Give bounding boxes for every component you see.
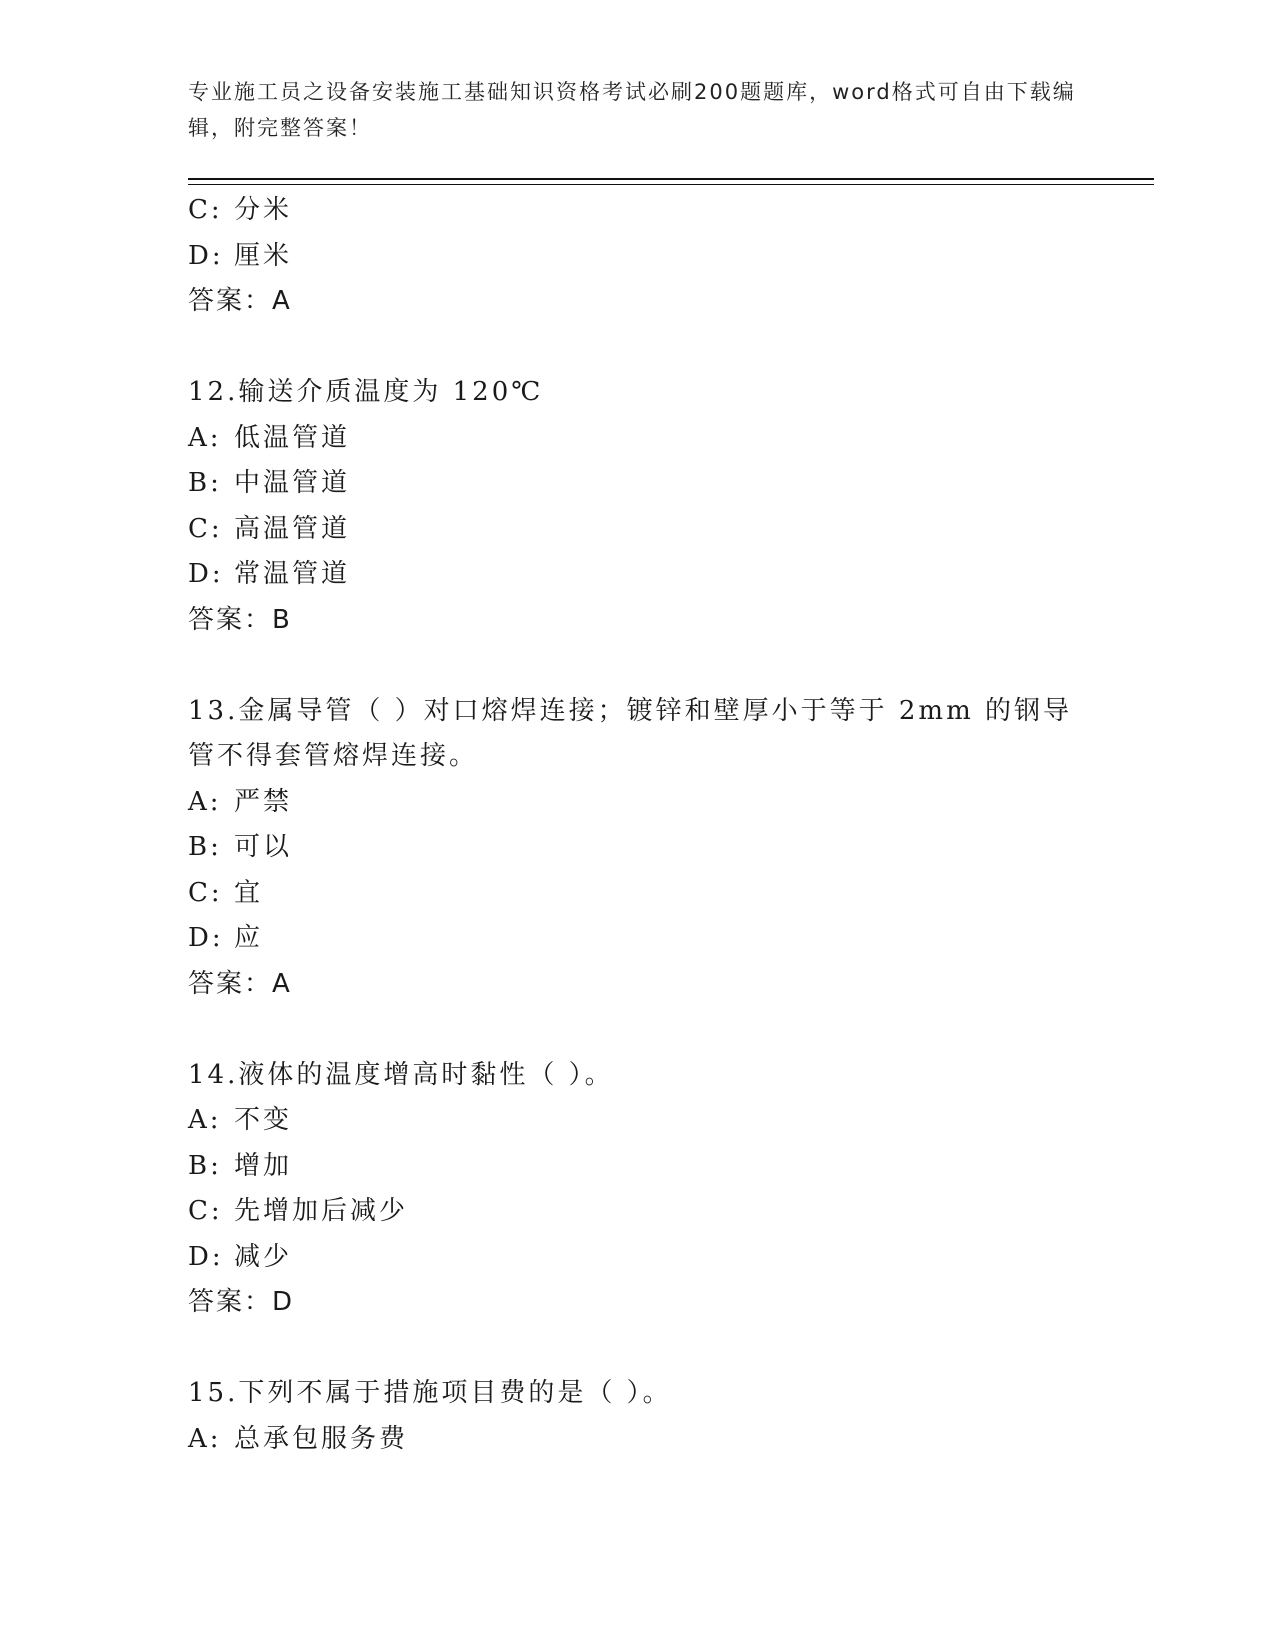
question-title: 12.输送介质温度为 120℃ xyxy=(188,377,544,407)
option-d: D: 常温管道 xyxy=(188,559,351,589)
question-title: 14.液体的温度增高时黏性（ ）。 xyxy=(188,1059,614,1090)
document-header: 专业施工员之设备安装施工基础知识资格考试必刷200题题库，word格式可自由下载编辑，附完整答案！ xyxy=(188,80,1076,140)
answer-line: 答案：A xyxy=(188,286,292,316)
option-b: B: 增加 xyxy=(188,1150,293,1181)
answer-line: 答案：B xyxy=(188,604,292,635)
spacer xyxy=(188,643,1088,689)
spacer xyxy=(188,1007,1088,1053)
question-list xyxy=(188,188,1088,1462)
spacer xyxy=(188,325,1088,371)
option-c: C: 分米 xyxy=(188,195,293,225)
option-d: D: 减少 xyxy=(188,1241,293,1272)
header-rule-thin xyxy=(188,184,1154,185)
option-a: A: 严禁 xyxy=(188,786,293,817)
option-d: D: 厘米 xyxy=(188,240,293,271)
answer-line: 答案：D xyxy=(188,1287,295,1317)
answer-line: 答案：A xyxy=(188,968,292,999)
spacer xyxy=(188,1326,1088,1372)
option-b: B: 可以 xyxy=(188,832,293,862)
option-a: A: 总承包服务费 xyxy=(188,1423,409,1454)
option-b: B: 中温管道 xyxy=(188,468,351,498)
option-a: A: 低温管道 xyxy=(188,422,351,453)
option-a: A: 不变 xyxy=(188,1105,293,1135)
question-title: 13.金属导管（ ）对口熔焊连接；镀锌和壁厚小于等于 2mm 的钢导管不得套管熔焊连接。 xyxy=(188,695,1072,771)
question-title: 15.下列不属于措施项目费的是（ ）。 xyxy=(188,1378,672,1408)
option-c: C: 宜 xyxy=(188,877,264,908)
header-rule-thick xyxy=(188,178,1154,180)
option-d: D: 应 xyxy=(188,923,264,953)
option-c: C: 先增加后减少 xyxy=(188,1196,409,1226)
option-c: C: 高温管道 xyxy=(188,513,351,544)
